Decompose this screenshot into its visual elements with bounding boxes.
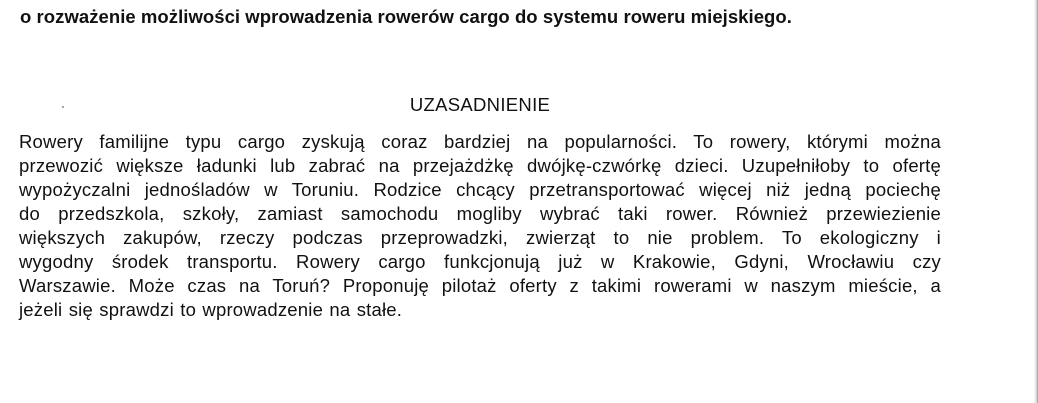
page-edge-shadow (1034, 0, 1038, 403)
paragraph-line: większych zakupów, rzeczy podczas przeprowadzki, zwierząt to nie problem. To ekologiczny i (19, 227, 941, 248)
paragraph-line: wypożyczalni jednośladów w Toruniu. Rodzice chcący przetransportować więcej niż jedną pociechę (19, 179, 941, 200)
paragraph-line: Rowery familijne typu cargo zyskują coraz bardziej na popularności. To rowery, którymi można (19, 131, 941, 152)
paragraph-line: wygodny środek transportu. Rowery cargo funkcjonują już w Krakowie, Gdyni, Wrocławiu czy (19, 251, 941, 272)
paragraph-line: jeżeli się sprawdzi to wprowadzenie na stałe. (19, 299, 403, 320)
paragraph-line: przewozić większe ładunki lub zabrać na przejażdżkę dwójkę-czwórkę dzieci. Uzupełniłoby to ofertę (19, 155, 941, 176)
paragraph-line: Warszawie. Może czas na Toruń? Proponuję pilotaż oferty z takimi rowerami w naszym mieście, a (19, 275, 941, 296)
section-heading: UZASADNIENIE (409, 94, 551, 115)
paragraph-line: do przedszkola, szkoły, zamiast samochodu mogliby wybrać taki rower. Również przewiezienie (19, 203, 941, 224)
justification-paragraph (19, 130, 941, 322)
intro-line: o rozważenie możliwości wprowadzenia rowerów cargo do systemu roweru miejskiego. (20, 6, 792, 27)
